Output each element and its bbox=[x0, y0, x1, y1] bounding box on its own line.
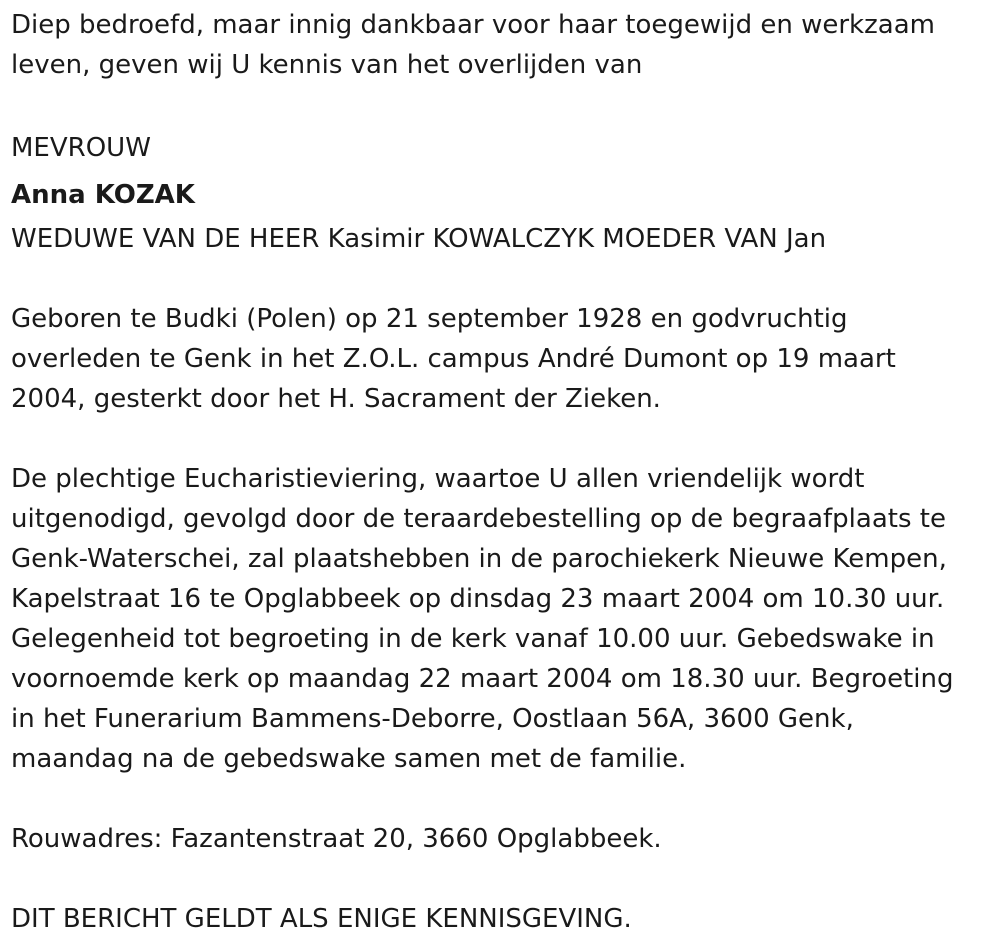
birth-death-line: overleden te Genk in het Z.O.L. campus André Dumont op 19 maart bbox=[11, 344, 896, 374]
honorific: MEVROUW bbox=[11, 133, 151, 163]
ceremony-line: maandag na de gebedswake samen met de familie. bbox=[11, 744, 687, 774]
birth-death-paragraph bbox=[11, 299, 996, 419]
spacer bbox=[11, 419, 996, 459]
ceremony-line: in het Funerarium Bammens-Deborre, Oostlaan 56A, 3600 Genk, bbox=[11, 704, 854, 734]
birth-death-line: Geboren te Budki (Polen) op 21 september 1928 en godvruchtig bbox=[11, 304, 848, 334]
ceremony-line: De plechtige Eucharistieviering, waartoe U allen vriendelijk wordt bbox=[11, 464, 865, 494]
mourning-address: Rouwadres: Fazantenstraat 20, 3660 Opglabbeek. bbox=[11, 824, 662, 854]
intro-line: leven, geven wij U kennis van het overlijden van bbox=[11, 50, 643, 80]
closing-statement: DIT BERICHT GELDT ALS ENIGE KENNISGEVING. bbox=[11, 904, 632, 934]
ceremony-line: uitgenodigd, gevolgd door de teraardebestelling op de begraafplaats te bbox=[11, 504, 946, 534]
ceremony-line: Gelegenheid tot begroeting in de kerk vanaf 10.00 uur. Gebedswake in bbox=[11, 624, 935, 654]
birth-death-line: 2004, gesterkt door het H. Sacrament der Zieken. bbox=[11, 384, 661, 414]
relations-line: WEDUWE VAN DE HEER Kasimir KOWALCZYK MOEDER VAN Jan bbox=[11, 224, 827, 254]
ceremony-line: Kapelstraat 16 te Opglabbeek op dinsdag 23 maart 2004 om 10.30 uur. bbox=[11, 584, 945, 614]
intro-line: Diep bedroefd, maar innig dankbaar voor haar toegewijd en werkzaam bbox=[11, 10, 935, 40]
ceremony-paragraph bbox=[11, 459, 996, 779]
deceased-name: Anna KOZAK bbox=[11, 180, 195, 210]
ceremony-line: Genk-Waterschei, zal plaatshebben in de parochiekerk Nieuwe Kempen, bbox=[11, 544, 947, 574]
spacer bbox=[11, 859, 996, 899]
spacer bbox=[11, 779, 996, 819]
spacer bbox=[11, 259, 996, 299]
spacer bbox=[11, 85, 996, 125]
ceremony-line: voornoemde kerk op maandag 22 maart 2004 om 18.30 uur. Begroeting bbox=[11, 664, 954, 694]
intro-paragraph bbox=[11, 5, 996, 85]
death-notice bbox=[11, 5, 996, 939]
